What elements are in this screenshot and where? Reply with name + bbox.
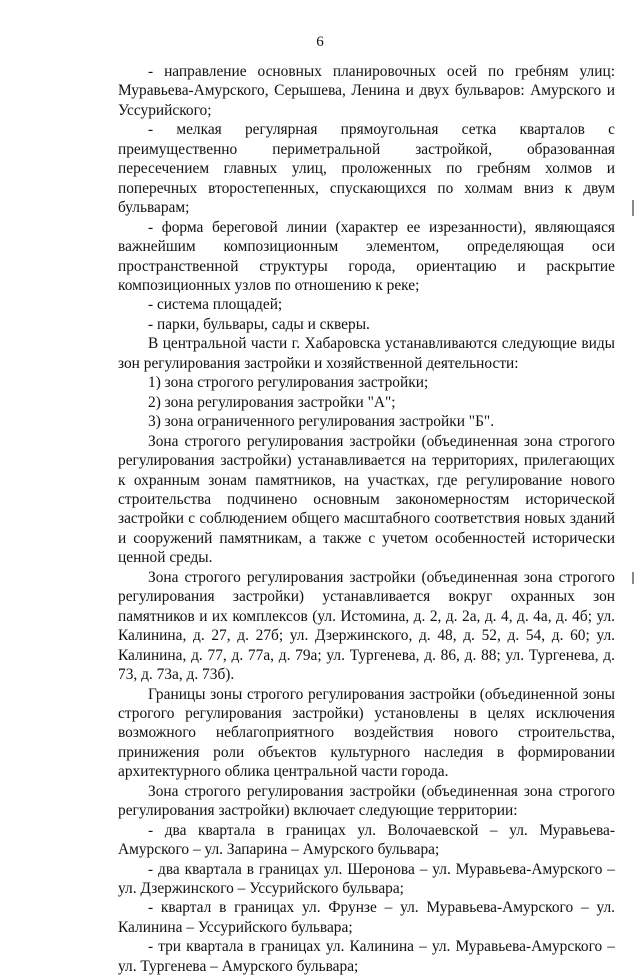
- paragraph-squares: - система площадей;: [148, 296, 283, 314]
- paragraph-strict-zone-definition: Зона строгого регулирования застройки (объединенная зона строгого регулирования застройки) устанавливается на территориях, прилегающих к охранным зонам памятников, на участках, где регулирование нового строительства подчинено основным закономерностям исторической застройки с соблюдением общего масштабного соответствия новых зданий и сооружений памятникам, а также с учетом особенностей исторически ценной среды.: [118, 432, 615, 567]
- paragraph-zone-types-intro: В центральной части г. Хабаровска устанавливаются следующие виды зон регулирования застройки и хозяйственной деятельности:: [118, 335, 615, 372]
- list-item-territory-3: - квартал в границах ул. Фрунзе – ул. Муравьева-Амурского – ул. Калинина – Уссурийского бульвара;: [118, 899, 615, 936]
- scan-margin-mark: [632, 200, 634, 216]
- page-number: 6: [316, 34, 324, 50]
- list-item-territory-1: - два квартала в границах ул. Волочаевской – ул. Муравьева-Амурского – ул. Запарина – Амурского бульвара;: [118, 821, 615, 859]
- list-item-territory-2: - два квартала в границах ул. Шеронова – ул. Муравьева-Амурского – ул. Дзержинского – Уссурийского бульвара;: [118, 860, 615, 898]
- paragraph-strict-zone-monuments: Зона строгого регулирования застройки (объединенная зона строгого регулирования застройки) устанавливается вокруг охранных зон памятников и их комплексов (ул. Истомина, д. 2, д. 2а, д. 4, д. 4а, д. 4б; ул. Калинина, д. 27, д. 27б; ул. Дзержинского, д. 48, д. 52, д. 54, д. 60; ул. Калинина, д. 77, д. 77а, д. 79а; ул. Тургенева, д. 86, д. 88; ул. Тургенева, д. 73, д. 73а, д. 73б).: [118, 568, 615, 684]
- paragraph-grid: - мелкая регулярная прямоугольная сетка кварталов с преимущественно периметральной застройкой, образованная пересечением главных улиц, проложенных по гребням холмов и поперечных второстепенных, спускающихся по холмам вниз к двум бульварам;: [118, 121, 615, 217]
- paragraph-shoreline: - форма береговой линии (характер ее изрезанности), являющаяся важнейшим композиционным элементом, определяющая оси пространственной структуры города, ориентацию и раскрытие композиционных узлов по отношению к реке;: [118, 218, 615, 294]
- scan-margin-mark: [632, 572, 634, 584]
- list-item-zone-3: 3) зона ограниченного регулирования застройки "Б".: [148, 413, 495, 431]
- list-item-zone-1: 1) зона строгого регулирования застройки;: [148, 374, 429, 392]
- list-item-territory-4: - три квартала в границах ул. Калинина – ул. Муравьева-Амурского – ул. Тургенева – Амурского бульвара;: [118, 938, 615, 975]
- paragraph-strict-zone-boundaries: Границы зоны строгого регулирования застройки (объединенной зоны строгого регулирования застройки) установлены в целях исключения возможного неблагоприятного воздействия нового строительства, принижения роли объектов культурного наследия в формировании архитектурного облика центральной части города.: [118, 685, 615, 781]
- list-item-zone-2: 2) зона регулирования застройки "А";: [148, 393, 396, 411]
- paragraph-axes: - направление основных планировочных осей по гребням улиц: Муравьева-Амурского, Серышева, Ленина и двух бульваров: Амурского и Уссурийского;: [118, 63, 615, 119]
- paragraph-parks: - парки, бульвары, сады и скверы.: [148, 315, 370, 333]
- paragraph-strict-zone-territories: Зона строгого регулирования застройки (объединенная зона строгого регулирования застройки) включает следующие территории:: [118, 782, 615, 820]
- document-body: [118, 62, 615, 976]
